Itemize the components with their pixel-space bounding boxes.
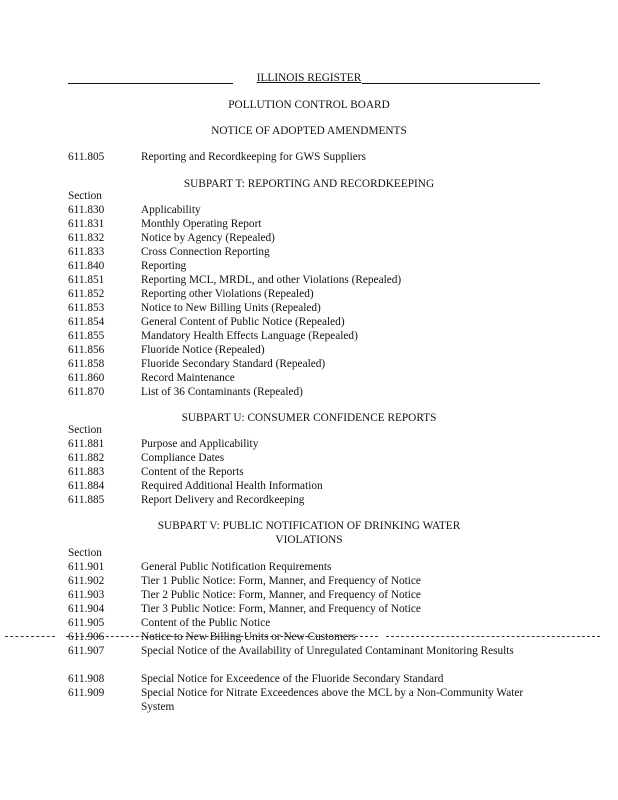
- list-item: [68, 217, 588, 231]
- section-number: 611.858: [68, 358, 105, 370]
- section-title: Reporting and Recordkeeping for GWS Suppliers: [141, 151, 366, 163]
- section-title: Special Notice for Exceedence of the Fluoride Secondary Standard: [141, 673, 444, 685]
- subpart-v-heading-cont: VIOLATIONS: [275, 534, 343, 546]
- section-number: 611.903: [68, 589, 105, 601]
- section-number: 611.870: [68, 386, 105, 398]
- section-number: 611.904: [68, 603, 105, 615]
- list-item: [68, 245, 588, 259]
- list-item: [68, 560, 588, 574]
- section-number: 611.906: [68, 631, 105, 643]
- section-number: 611.907: [68, 645, 105, 657]
- section-title: Mandatory Health Effects Language (Repealed): [141, 330, 358, 342]
- section-number: 611.908: [68, 673, 105, 685]
- section-number: 611.855: [68, 330, 105, 342]
- section-number: 611.902: [68, 575, 105, 587]
- list-item: [68, 357, 588, 371]
- list-item: [68, 273, 588, 287]
- section-number: 611.884: [68, 480, 105, 492]
- section-number: 611.905: [68, 617, 105, 629]
- section-number: 611.901: [68, 561, 105, 573]
- list-item: [68, 301, 588, 315]
- subpart-u-section-label: Section: [68, 424, 102, 436]
- section-number: 611.832: [68, 232, 105, 244]
- strike-line-center: [66, 636, 378, 638]
- subpart-u-heading: SUBPART U: CONSUMER CONFIDENCE REPORTS: [181, 412, 437, 424]
- section-title: Purpose and Applicability: [141, 438, 259, 450]
- list-item: [68, 315, 588, 329]
- section-number: 611.833: [68, 246, 105, 258]
- section-number: 611.885: [68, 494, 105, 506]
- register-title: ILLINOIS REGISTER: [256, 72, 362, 84]
- section-number: 611.830: [68, 204, 105, 216]
- list-item: [68, 385, 588, 399]
- list-item: [68, 231, 588, 245]
- section-number: 611.840: [68, 260, 105, 272]
- section-title: Monthly Operating Report: [141, 218, 262, 230]
- subpart-t-section-label: Section: [68, 190, 102, 202]
- section-number: 611.856: [68, 344, 105, 356]
- subpart-v-section-label: Section: [68, 547, 102, 559]
- section-title: Fluoride Notice (Repealed): [141, 344, 265, 356]
- section-title: Tier 3 Public Notice: Form, Manner, and Frequency of Notice: [141, 603, 421, 615]
- notice-title: NOTICE OF ADOPTED AMENDMENTS: [211, 125, 407, 137]
- intro-row: [68, 150, 588, 164]
- section-title: Required Additional Health Information: [141, 480, 323, 492]
- subpart-v-heading: SUBPART V: PUBLIC NOTIFICATION OF DRINKING WATER: [157, 520, 461, 532]
- list-item: [68, 203, 588, 217]
- section-number: 611.852: [68, 288, 105, 300]
- list-item: [68, 672, 588, 686]
- section-title: Tier 1 Public Notice: Form, Manner, and Frequency of Notice: [141, 575, 421, 587]
- section-title: Content of the Reports: [141, 466, 244, 478]
- section-title: Notice to New Billing Units (Repealed): [141, 302, 321, 314]
- list-item: [68, 437, 588, 451]
- section-title: Fluoride Secondary Standard (Repealed): [141, 358, 326, 370]
- list-item: [68, 493, 588, 507]
- section-number: 611.881: [68, 438, 105, 450]
- list-item: [68, 644, 588, 672]
- strike-line-left: [5, 636, 55, 638]
- list-item: [68, 479, 588, 493]
- section-title: Content of the Public Notice: [141, 617, 271, 629]
- section-title: General Content of Public Notice (Repealed): [141, 316, 345, 328]
- section-title: Tier 2 Public Notice: Form, Manner, and Frequency of Notice: [141, 589, 421, 601]
- list-item: [68, 329, 588, 343]
- section-number: 611.882: [68, 452, 105, 464]
- section-number: 611.853: [68, 302, 105, 314]
- list-item: [68, 602, 588, 616]
- list-item: [68, 259, 588, 273]
- section-number: 611.883: [68, 466, 105, 478]
- list-item: [68, 371, 588, 385]
- section-title: List of 36 Contaminants (Repealed): [141, 386, 303, 398]
- section-title: Notice to New Billing Units or New Customers: [141, 631, 356, 643]
- list-item: [68, 616, 588, 630]
- section-title: Notice by Agency (Repealed): [141, 232, 275, 244]
- section-number: 611.805: [68, 151, 105, 163]
- board-title: POLLUTION CONTROL BOARD: [228, 99, 390, 111]
- list-item: [68, 574, 588, 588]
- section-title: Record Maintenance: [141, 372, 235, 384]
- strike-line-right: [386, 636, 600, 638]
- list-item: [68, 465, 588, 479]
- section-title: Applicability: [141, 204, 201, 216]
- list-item: [68, 343, 588, 357]
- section-number: 611.909: [68, 687, 105, 699]
- list-item: [68, 451, 588, 465]
- section-title: Special Notice for Nitrate Exceedences above the MCL by a Non-Community Water System: [141, 687, 524, 713]
- list-item: [68, 588, 588, 602]
- section-title: Special Notice of the Availability of Unregulated Contaminant Monitoring Results: [141, 645, 514, 657]
- section-number: 611.854: [68, 316, 105, 328]
- section-number: 611.831: [68, 218, 105, 230]
- section-title: Compliance Dates: [141, 452, 225, 464]
- subpart-t-heading: SUBPART T: REPORTING AND RECORDKEEPING: [183, 178, 435, 190]
- list-item: [68, 686, 588, 714]
- section-title: Reporting: [141, 260, 187, 272]
- list-item: [68, 287, 588, 301]
- section-number: 611.851: [68, 274, 105, 286]
- section-title: Reporting other Violations (Repealed): [141, 288, 314, 300]
- section-title: Reporting MCL, MRDL, and other Violations (Repealed): [141, 274, 402, 286]
- section-number: 611.860: [68, 372, 105, 384]
- section-title: General Public Notification Requirements: [141, 561, 332, 573]
- section-title: Cross Connection Reporting: [141, 246, 270, 258]
- section-title: Report Delivery and Recordkeeping: [141, 494, 305, 506]
